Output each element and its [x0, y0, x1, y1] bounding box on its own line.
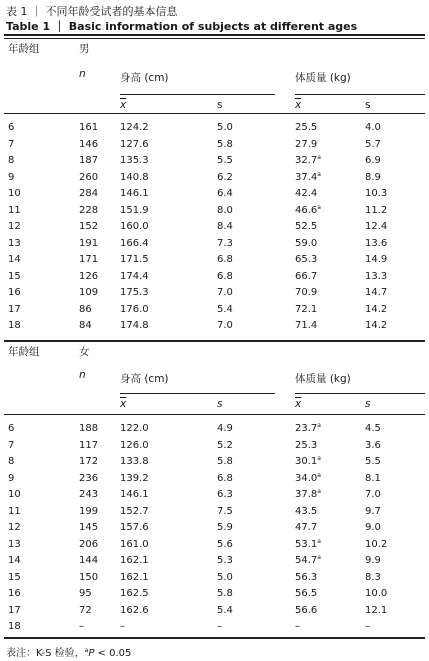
footnote-mark: a — [84, 647, 89, 654]
age-cell: 8 — [8, 456, 15, 467]
n-cell: 84 — [79, 320, 92, 331]
weight-sd-cell: 5.7 — [365, 138, 381, 150]
height-mean-cell: 126.0 — [120, 439, 149, 451]
weight-subheader-rule — [295, 94, 425, 95]
height-header: 身高 (cm) — [120, 72, 169, 84]
n-cell: 117 — [79, 439, 99, 451]
weight-mean-header: $\overline{x}$ — [295, 398, 302, 410]
age-cell: 18 — [8, 621, 21, 632]
n-cell: 236 — [79, 472, 99, 484]
weight-mean-value: 47.7 — [295, 522, 318, 533]
weight-mean-value: 72.1 — [295, 303, 318, 315]
age-cell: 16 — [8, 588, 21, 599]
weight-mean-value: 23.7 — [295, 423, 318, 434]
weight-mean-value: 70.9 — [295, 287, 318, 298]
weight-sd-cell: 11.2 — [365, 204, 388, 216]
weight-sd-cell: 14.2 — [365, 303, 388, 315]
height-subheader-rule — [120, 94, 275, 95]
age-cell: 17 — [8, 604, 21, 616]
weight-sd-cell: 6.9 — [365, 155, 381, 166]
height-sd-cell: 5.8 — [217, 138, 233, 150]
height-mean-cell: 157.6 — [120, 522, 149, 533]
weight-mean-value: 37.4 — [295, 171, 318, 183]
height-sd-cell: 5.8 — [217, 456, 233, 467]
n-cell: 188 — [79, 423, 99, 434]
table-footnote — [6, 644, 131, 659]
age-cell: 7 — [8, 439, 15, 451]
height-sd-cell: 4.9 — [217, 423, 233, 434]
n-cell: 284 — [79, 188, 99, 199]
height-mean-cell: 135.3 — [120, 155, 149, 166]
n-cell: 161 — [79, 122, 99, 133]
weight-mean-value: – — [295, 621, 300, 632]
weight-sd-cell: 4.0 — [365, 122, 381, 133]
weight-mean-cell — [295, 539, 321, 551]
weight-mean-cell — [295, 605, 317, 617]
weight-mean-value: 52.5 — [295, 221, 318, 232]
height-sd-cell: 6.8 — [217, 472, 233, 484]
age-cell: 14 — [8, 555, 21, 566]
height-mean-cell: 124.2 — [120, 122, 149, 133]
age-cell: 15 — [8, 270, 21, 282]
significance-mark: a — [317, 203, 321, 211]
significance-mark: a — [317, 554, 321, 561]
age-cell: 15 — [8, 571, 21, 583]
n-cell: 95 — [79, 588, 92, 599]
n-cell: 145 — [79, 522, 99, 533]
height-sd-cell: 8.4 — [217, 221, 233, 232]
height-mean-cell: 139.2 — [120, 472, 149, 484]
sex-header: 男 — [79, 43, 90, 55]
height-sd-cell: 5.0 — [217, 122, 233, 133]
age-cell: 6 — [8, 122, 15, 133]
weight-mean-cell — [295, 254, 317, 266]
age-cell: 8 — [8, 155, 15, 166]
footnote-p: P — [88, 648, 95, 659]
weight-sd-cell: 14.9 — [365, 254, 388, 265]
height-sd-cell: 7.0 — [217, 320, 233, 331]
weight-mean-value: 43.5 — [295, 505, 318, 517]
weight-mean-cell — [295, 555, 321, 567]
height-sd-header: s — [217, 398, 223, 410]
height-mean-cell: 174.4 — [120, 270, 149, 282]
age-cell: 12 — [8, 522, 21, 533]
height-sd-cell: 7.3 — [217, 237, 233, 249]
footnote-prefix: 表注：K-S 检验， — [6, 648, 85, 659]
weight-mean-cell — [295, 304, 317, 316]
height-mean-cell: 162.5 — [120, 588, 149, 599]
weight-mean-cell — [295, 155, 321, 167]
height-mean-cell: 133.8 — [120, 456, 149, 467]
weight-sd-header: s — [365, 398, 371, 410]
height-mean-cell: 162.1 — [120, 571, 149, 583]
height-sd-cell: 7.0 — [217, 287, 233, 298]
height-mean-cell: 160.0 — [120, 221, 149, 232]
age-cell: 10 — [8, 489, 21, 500]
n-cell: 152 — [79, 221, 99, 232]
height-sd-cell: 5.8 — [217, 588, 233, 599]
height-sd-cell: 6.8 — [217, 254, 233, 265]
age-cell: 13 — [8, 538, 21, 550]
height-sd-cell: 8.0 — [217, 204, 233, 216]
section-top-rule — [4, 340, 425, 342]
n-cell: 144 — [79, 555, 99, 566]
age-group-header: 年龄组 — [8, 43, 40, 55]
height-sd-cell: 5.6 — [217, 538, 233, 550]
significance-mark: a — [317, 471, 321, 479]
weight-mean-cell — [295, 621, 300, 633]
height-sd-cell: 5.2 — [217, 439, 233, 451]
height-sd-cell: 5.0 — [217, 571, 233, 583]
weight-mean-cell — [295, 221, 317, 233]
weight-mean-cell — [295, 423, 321, 435]
weight-sd-cell: 12.4 — [365, 221, 388, 232]
age-cell: 16 — [8, 287, 21, 298]
weight-mean-cell — [295, 320, 317, 332]
weight-mean-cell — [295, 489, 321, 501]
n-cell: 191 — [79, 237, 99, 249]
height-mean-cell: 162.6 — [120, 604, 149, 616]
age-cell: 17 — [8, 303, 21, 315]
n-cell: 86 — [79, 303, 92, 315]
weight-mean-cell — [295, 238, 317, 250]
age-cell: 13 — [8, 237, 21, 249]
weight-mean-cell — [295, 456, 321, 468]
height-sd-cell: 5.4 — [217, 303, 233, 315]
n-cell: 126 — [79, 270, 99, 282]
weight-mean-cell — [295, 572, 317, 584]
height-sd-cell: 5.9 — [217, 522, 233, 533]
height-header: 身高 (cm) — [120, 373, 169, 385]
significance-mark: a — [317, 170, 321, 178]
height-sd-cell: 6.2 — [217, 171, 233, 183]
n-cell: 228 — [79, 204, 99, 216]
height-mean-cell: 146.1 — [120, 188, 149, 199]
weight-mean-cell — [295, 287, 317, 299]
header-top-rule — [4, 38, 425, 39]
age-cell: 11 — [8, 505, 21, 517]
weight-mean-cell — [295, 139, 317, 151]
age-cell: 9 — [8, 171, 15, 183]
height-mean-cell: 127.6 — [120, 138, 149, 150]
weight-mean-value: 32.7 — [295, 155, 318, 166]
age-cell: 12 — [8, 221, 21, 232]
weight-sd-cell: 12.1 — [365, 604, 388, 616]
height-subheader-rule — [120, 393, 275, 394]
height-mean-header: $\overline{x}$ — [120, 398, 127, 410]
weight-mean-value: 66.7 — [295, 270, 318, 282]
weight-sd-cell: 9.7 — [365, 505, 381, 517]
height-sd-cell: 6.4 — [217, 188, 233, 199]
age-cell: 14 — [8, 254, 21, 265]
weight-sd-cell: 8.3 — [365, 571, 381, 583]
weight-sd-cell: – — [365, 621, 370, 632]
table-title-zh: 表 1 ｜ 不同年龄受试者的基本信息 — [6, 5, 178, 18]
weight-sd-cell: 13.3 — [365, 270, 388, 282]
weight-sd-cell: 7.0 — [365, 489, 381, 500]
height-sd-cell: 6.8 — [217, 270, 233, 282]
weight-mean-value: 25.3 — [295, 439, 318, 451]
weight-sd-cell: 10.2 — [365, 538, 388, 550]
weight-sd-cell: 8.9 — [365, 171, 381, 183]
weight-header: 体质量 (kg) — [295, 72, 351, 84]
height-mean-cell: 146.1 — [120, 489, 149, 500]
height-mean-cell: – — [120, 621, 125, 632]
age-cell: 9 — [8, 472, 15, 484]
weight-sd-header: s — [365, 99, 371, 111]
height-sd-cell: 5.3 — [217, 555, 233, 566]
weight-mean-cell — [295, 271, 317, 283]
height-mean-cell: 171.5 — [120, 254, 149, 265]
height-mean-cell: 122.0 — [120, 423, 149, 434]
n-cell: 243 — [79, 489, 99, 500]
weight-mean-value: 27.9 — [295, 138, 318, 150]
weight-mean-value: 34.0 — [295, 472, 318, 484]
n-cell: 260 — [79, 171, 99, 183]
n-header: n — [79, 369, 86, 381]
weight-mean-value: 30.1 — [295, 456, 318, 467]
weight-sd-cell: 3.6 — [365, 439, 381, 451]
height-mean-header: $\overline{x}$ — [120, 99, 127, 111]
height-mean-cell: 161.0 — [120, 538, 149, 550]
weight-mean-value: 53.1 — [295, 538, 318, 550]
height-mean-cell: 174.8 — [120, 320, 149, 331]
weight-sd-cell: 14.2 — [365, 320, 388, 331]
weight-mean-cell — [295, 440, 317, 452]
table-bottom-rule — [4, 637, 425, 639]
n-cell: 72 — [79, 604, 92, 616]
weight-header: 体质量 (kg) — [295, 373, 351, 385]
height-sd-cell: 7.5 — [217, 505, 233, 517]
height-mean-cell: 140.8 — [120, 171, 149, 183]
weight-mean-header: $\overline{x}$ — [295, 99, 302, 111]
weight-sd-cell: 14.7 — [365, 287, 388, 298]
weight-mean-value: 54.7 — [295, 555, 318, 566]
sex-header: 女 — [79, 346, 90, 358]
height-sd-header: s — [217, 99, 223, 111]
significance-mark: a — [317, 488, 321, 495]
height-sd-cell: – — [217, 621, 222, 632]
n-cell: 206 — [79, 538, 99, 550]
n-header: n — [79, 68, 86, 80]
height-mean-cell: 162.1 — [120, 555, 149, 566]
weight-mean-value: 65.3 — [295, 254, 318, 265]
n-cell: 171 — [79, 254, 99, 265]
weight-mean-cell — [295, 205, 321, 217]
weight-mean-value: 59.0 — [295, 237, 318, 249]
weight-mean-value: 71.4 — [295, 320, 318, 331]
n-cell: – — [79, 621, 84, 632]
n-cell: 146 — [79, 138, 99, 150]
weight-mean-value: 42.4 — [295, 188, 318, 199]
weight-mean-value: 56.5 — [295, 588, 318, 599]
header-bottom-rule — [4, 414, 425, 415]
weight-mean-value: 56.3 — [295, 571, 318, 583]
age-cell: 18 — [8, 320, 21, 331]
age-cell: 10 — [8, 188, 21, 199]
age-group-header: 年龄组 — [8, 346, 40, 358]
height-sd-cell: 5.4 — [217, 604, 233, 616]
n-cell: 150 — [79, 571, 99, 583]
height-mean-cell: 152.7 — [120, 505, 149, 517]
n-cell: 109 — [79, 287, 99, 298]
n-cell: 172 — [79, 456, 99, 467]
weight-sd-cell: 9.9 — [365, 555, 381, 566]
weight-mean-cell — [295, 172, 321, 184]
weight-mean-value: 46.6 — [295, 204, 318, 216]
weight-sd-cell: 10.3 — [365, 188, 388, 199]
header-bottom-rule — [4, 113, 425, 114]
n-cell: 187 — [79, 155, 99, 166]
n-cell: 199 — [79, 505, 99, 517]
weight-subheader-rule — [295, 393, 425, 394]
significance-mark: a — [317, 422, 321, 429]
weight-mean-value: 25.5 — [295, 122, 318, 133]
weight-mean-cell — [295, 473, 321, 485]
footnote-suffix: < 0.05 — [94, 648, 132, 659]
weight-mean-cell — [295, 588, 317, 600]
weight-mean-cell — [295, 122, 317, 134]
table-title-en: Table 1 ｜ Basic information of subjects at different ages — [6, 20, 358, 33]
section-top-rule — [4, 34, 425, 36]
height-sd-cell: 5.5 — [217, 155, 233, 166]
weight-sd-cell: 9.0 — [365, 522, 381, 533]
weight-mean-value: 56.6 — [295, 604, 318, 616]
weight-sd-cell: 13.6 — [365, 237, 388, 249]
significance-mark: a — [317, 154, 321, 161]
weight-mean-cell — [295, 506, 317, 518]
age-cell: 6 — [8, 423, 15, 434]
weight-sd-cell: 10.0 — [365, 588, 388, 599]
age-cell: 7 — [8, 138, 15, 150]
height-sd-cell: 6.3 — [217, 489, 233, 500]
weight-sd-cell: 4.5 — [365, 423, 381, 434]
significance-mark: a — [317, 455, 321, 462]
weight-mean-value: 37.8 — [295, 489, 318, 500]
weight-mean-cell — [295, 188, 317, 200]
height-mean-cell: 175.3 — [120, 287, 149, 298]
age-cell: 11 — [8, 204, 21, 216]
weight-sd-cell: 8.1 — [365, 472, 381, 484]
height-mean-cell: 166.4 — [120, 237, 149, 249]
weight-mean-cell — [295, 522, 317, 534]
height-mean-cell: 151.9 — [120, 204, 149, 216]
height-mean-cell: 176.0 — [120, 303, 149, 315]
significance-mark: a — [317, 537, 321, 545]
weight-sd-cell: 5.5 — [365, 456, 381, 467]
